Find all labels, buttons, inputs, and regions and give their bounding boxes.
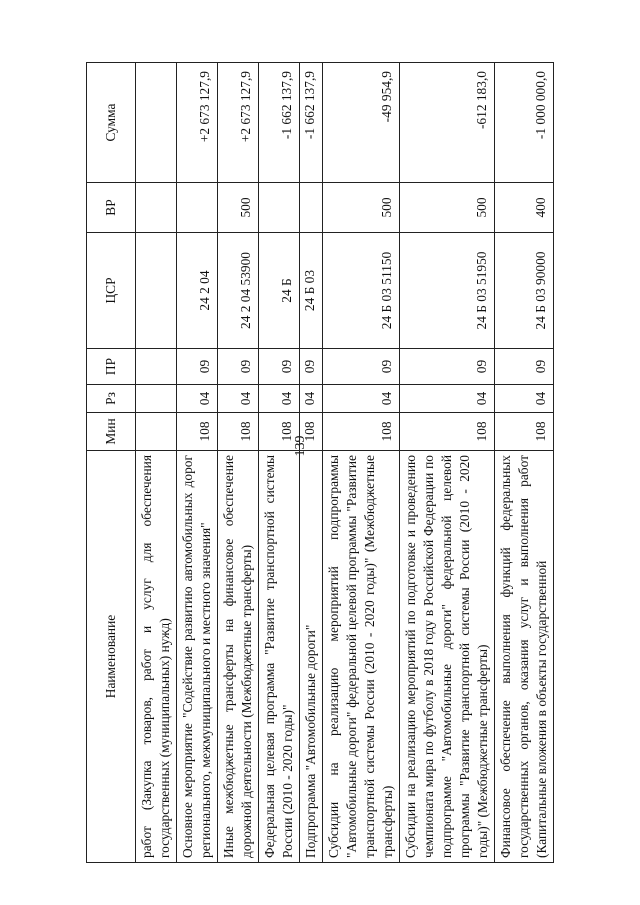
- row-rz: 04: [177, 385, 218, 413]
- row-sum: -1 662 137,9: [300, 63, 323, 183]
- header-vr: ВР: [87, 183, 136, 233]
- header-rz: Рз: [87, 385, 136, 413]
- header-pr: ПР: [87, 349, 136, 385]
- row-min: 108: [259, 413, 300, 451]
- header-min: Мин: [87, 413, 136, 451]
- budget-table: [86, 62, 554, 863]
- row-vr: [136, 183, 177, 233]
- row-vr: 500: [218, 183, 259, 233]
- table-row: [400, 63, 495, 863]
- row-sum: +2 673 127,9: [218, 63, 259, 183]
- row-pr: 09: [495, 349, 554, 385]
- row-min: 108: [400, 413, 495, 451]
- row-vr: 400: [495, 183, 554, 233]
- row-csr: 24 Б 03 51950: [400, 233, 495, 349]
- row-pr: 09: [400, 349, 495, 385]
- row-name: работ (Закупка товаров, работ и услуг для обеспечения государственных (муниципальных) нужд): [136, 451, 177, 863]
- row-csr: 24 Б: [259, 233, 300, 349]
- row-sum: -1 662 137,9: [259, 63, 300, 183]
- row-name: Субсидии на реализацию мероприятий подпрограммы "Автомобильные дороги" федеральной целевой программы "Развитие транспортной системы России (2010 - 2020 годы)" (Межбюджетные трансферты): [323, 451, 400, 863]
- row-name: Федеральная целевая программа "Развитие транспортной системы России (2010 - 2020 годы)": [259, 451, 300, 863]
- table-row: [495, 63, 554, 863]
- row-rz: 04: [400, 385, 495, 413]
- row-csr: [136, 233, 177, 349]
- row-rz: 04: [495, 385, 554, 413]
- row-csr: 24 Б 03 51150: [323, 233, 400, 349]
- table-header-row: [87, 63, 136, 863]
- header-sum: Сумма: [87, 63, 136, 183]
- table-row: [259, 63, 300, 863]
- row-csr: 24 Б 03: [300, 233, 323, 349]
- row-rz: 04: [323, 385, 400, 413]
- row-sum: [136, 63, 177, 183]
- row-csr: 24 Б 03 90000: [495, 233, 554, 349]
- row-pr: 09: [218, 349, 259, 385]
- row-vr: [177, 183, 218, 233]
- table-row: [177, 63, 218, 863]
- row-sum: -1 000 000,0: [495, 63, 554, 183]
- row-pr: [136, 349, 177, 385]
- header-name: Наименование: [87, 451, 136, 863]
- row-vr: [300, 183, 323, 233]
- row-rz: [136, 385, 177, 413]
- row-sum: -612 183,0: [400, 63, 495, 183]
- row-rz: 04: [300, 385, 323, 413]
- row-sum: -49 954,9: [323, 63, 400, 183]
- row-min: [136, 413, 177, 451]
- table-row: [300, 63, 323, 863]
- row-pr: 09: [323, 349, 400, 385]
- row-vr: [259, 183, 300, 233]
- row-pr: 09: [259, 349, 300, 385]
- row-pr: 09: [177, 349, 218, 385]
- row-vr: 500: [400, 183, 495, 233]
- row-min: 108: [218, 413, 259, 451]
- row-min: 108: [323, 413, 400, 451]
- table-row: [136, 63, 177, 863]
- table-row: [323, 63, 400, 863]
- row-name: Финансовое обеспечение выполнения функций федеральных государственных органов, оказания услуг и выполнения работ (Капитальные вложения в объекты государственной: [495, 451, 554, 863]
- row-vr: 500: [323, 183, 400, 233]
- page-number: 139: [293, 435, 308, 457]
- row-name: Иные межбюджетные трансферты на финансовое обеспечение дорожной деятельности (Межбюджетные трансферты): [218, 451, 259, 863]
- row-rz: 04: [259, 385, 300, 413]
- row-rz: 04: [218, 385, 259, 413]
- row-csr: 24 2 04: [177, 233, 218, 349]
- row-csr: 24 2 04 53900: [218, 233, 259, 349]
- row-min: 108: [177, 413, 218, 451]
- row-min: 108: [495, 413, 554, 451]
- row-min: 108: [300, 413, 323, 451]
- header-csr: ЦСР: [87, 233, 136, 349]
- row-sum: +2 673 127,9: [177, 63, 218, 183]
- table-row: [218, 63, 259, 863]
- row-pr: 09: [300, 349, 323, 385]
- budget-table-container: [86, 63, 586, 863]
- row-name: Основное мероприятие "Содействие развитию автомобильных дорог регионального, межмуниципального и местного значения": [177, 451, 218, 863]
- row-name: Субсидии на реализацию мероприятий по подготовке и проведению чемпионата мира по футболу в 2018 году в Российской Федерации по подпрограмме "Автомобильные дороги" федеральной целевой программы "Развитие транспортной системы России (2010 - 2020 годы)" (Межбюджетные трансферты): [400, 451, 495, 863]
- row-name: Подпрограмма "Автомобильные дороги": [300, 451, 323, 863]
